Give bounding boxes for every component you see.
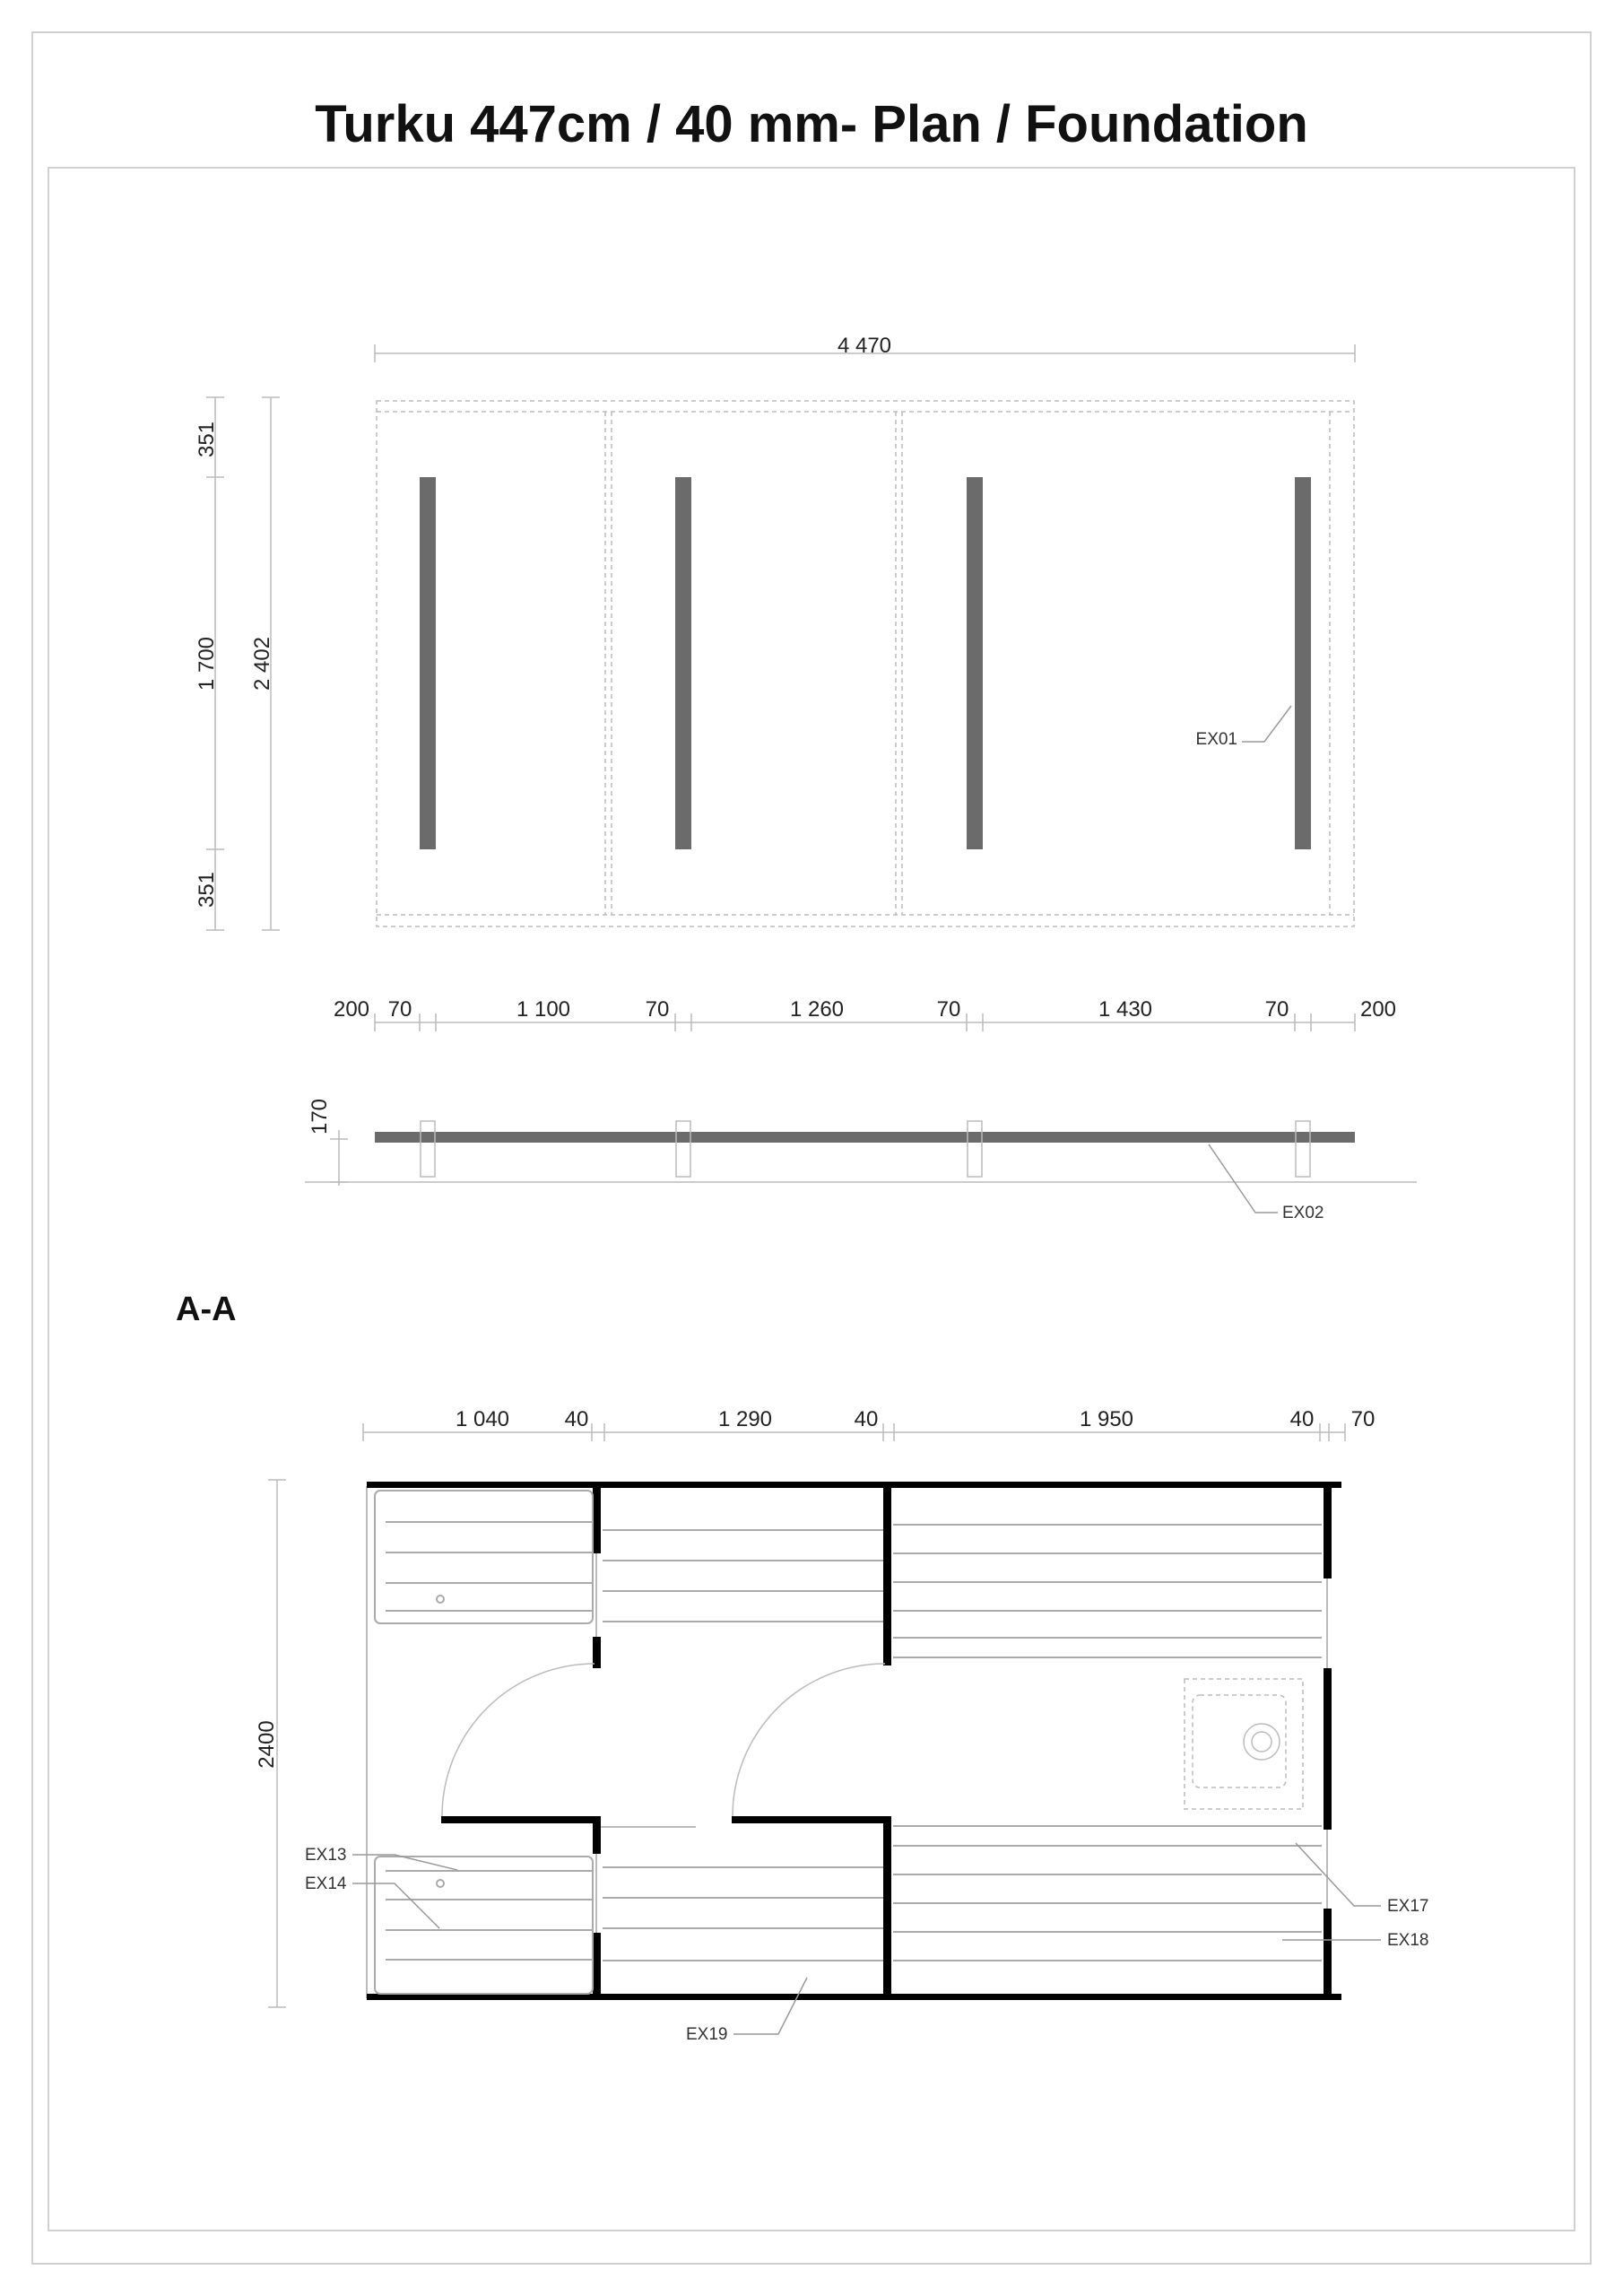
- label-ex01: EX01: [1195, 730, 1237, 749]
- wall-right-lower: [1324, 1909, 1332, 2000]
- dim-width-2: 40: [564, 1407, 589, 1431]
- dim-section-height: 2400: [255, 1720, 279, 1769]
- foundation-beam-1: [420, 477, 436, 849]
- dim-foundation-height: 170: [308, 1098, 332, 1135]
- dim-spacing-2: 70: [387, 997, 412, 1022]
- dim-spacing-6: 70: [936, 997, 961, 1022]
- foundation-board: [375, 1132, 1355, 1143]
- foundation-beam-3: [967, 477, 983, 849]
- wall-top: [367, 1482, 1341, 1488]
- dim-total-length: 4 470: [837, 334, 892, 358]
- corridor-wall-left: [441, 1816, 601, 1823]
- page-title: Turku 447cm / 40 mm- Plan / Foundation: [315, 95, 1308, 153]
- dim-spacing-4: 70: [645, 997, 670, 1022]
- label-ex18: EX18: [1387, 1931, 1429, 1950]
- foundation-elevation: [305, 1099, 1417, 1222]
- dim-width-4: 40: [854, 1407, 879, 1431]
- door-swing-2: [733, 1664, 885, 1816]
- bench-room3-top: [893, 1525, 1322, 1657]
- label-ex13: EX13: [305, 1846, 347, 1865]
- dim-spacing-5: 1 260: [789, 997, 845, 1022]
- plan-view: [195, 334, 1396, 1031]
- dim-width-6: 40: [1289, 1407, 1315, 1431]
- sauna-heater: [1185, 1679, 1303, 1809]
- dim-side-mid: 1 700: [195, 636, 219, 691]
- corridor-wall-right: [732, 1816, 891, 1823]
- floor-outline: [377, 401, 1354, 926]
- label-ex17: EX17: [1387, 1897, 1429, 1916]
- bench-room1-top: [375, 1491, 593, 1623]
- dim-spacing-7: 1 430: [1098, 997, 1153, 1022]
- label-ex14: EX14: [305, 1874, 347, 1893]
- foundation-beam-2: [675, 477, 691, 849]
- bench-room2-top: [603, 1530, 883, 1622]
- dim-width-7: 70: [1350, 1407, 1376, 1431]
- dim-width-3: 1 290: [717, 1407, 773, 1431]
- bench-room1-bottom: [375, 1857, 593, 1994]
- door-swing-1: [442, 1664, 595, 1816]
- dim-side-top: 351: [195, 421, 219, 458]
- wall-right-mid: [1324, 1668, 1332, 1830]
- section-plan: [255, 1407, 1428, 2044]
- partition-1-top: [593, 1482, 601, 1553]
- section-title: A-A: [176, 1291, 237, 1328]
- label-ex19: EX19: [686, 2025, 728, 2044]
- dim-side-bottom: 351: [195, 871, 219, 909]
- wall-bottom: [367, 1994, 1341, 2000]
- foundation-beam-4: [1295, 477, 1311, 849]
- bench-room3-bottom: [893, 1826, 1322, 1961]
- partition-2-bottom: [883, 1816, 891, 2000]
- partition-1-bottom: [593, 1933, 601, 2000]
- dim-width-1: 1 040: [455, 1407, 510, 1431]
- dim-width-5: 1 950: [1079, 1407, 1134, 1431]
- wall-right-upper: [1324, 1482, 1332, 1578]
- dim-spacing-8: 70: [1264, 997, 1289, 1022]
- dim-spacing-9: 200: [1359, 997, 1397, 1022]
- dim-spacing-1: 200: [333, 997, 370, 1022]
- bench-room2-bottom: [603, 1867, 883, 1961]
- label-ex02: EX02: [1282, 1204, 1324, 1222]
- partition-2-top: [883, 1482, 891, 1665]
- dim-total-width: 2 402: [250, 636, 274, 691]
- dim-spacing-3: 1 100: [516, 997, 571, 1022]
